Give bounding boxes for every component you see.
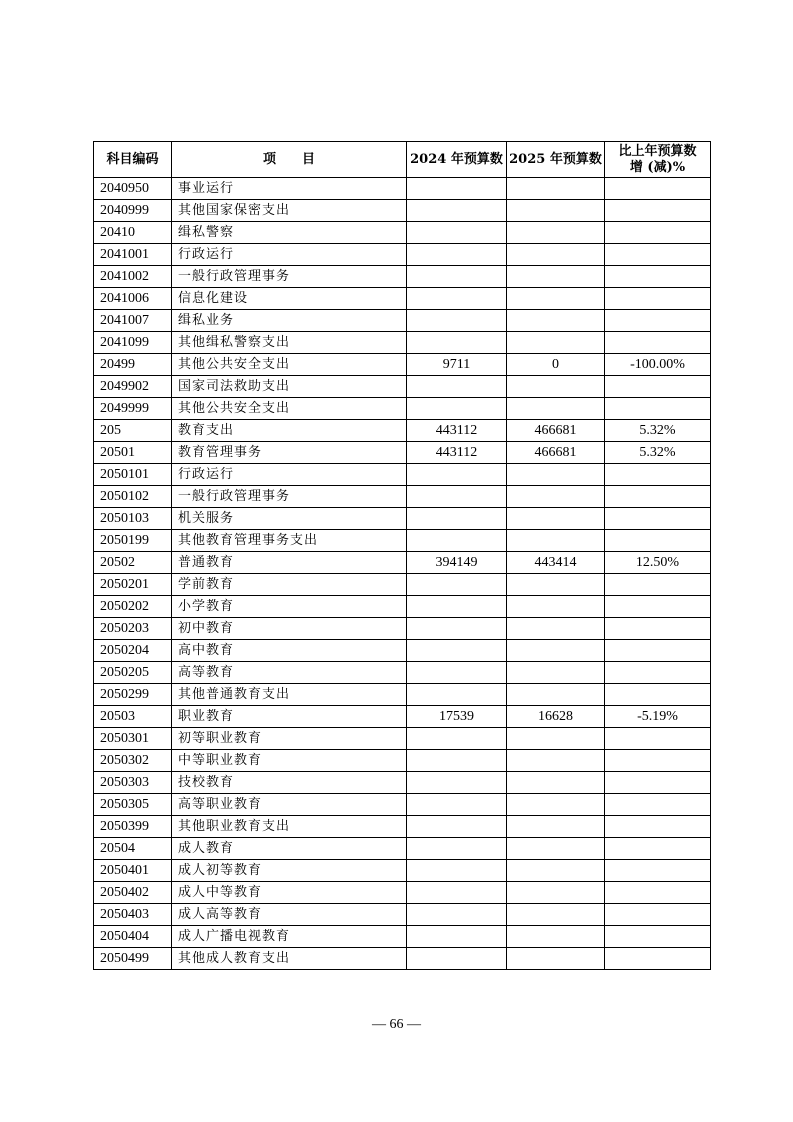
cell-budget-2025 xyxy=(507,574,605,596)
table-row xyxy=(94,288,711,310)
cell-budget-2025 xyxy=(507,508,605,530)
table-row xyxy=(94,442,711,464)
table-row xyxy=(94,750,711,772)
cell-budget-2024 xyxy=(407,464,507,486)
table-row xyxy=(94,838,711,860)
cell-code: 2041001 xyxy=(94,244,172,266)
cell-code: 2050404 xyxy=(94,926,172,948)
cell-item-name: 其他职业教育支出 xyxy=(172,816,407,838)
cell-item-name: 初中教育 xyxy=(172,618,407,640)
cell-change xyxy=(605,464,711,486)
cell-code: 2050402 xyxy=(94,882,172,904)
cell-item-name: 缉私警察 xyxy=(172,222,407,244)
cell-item-name: 高中教育 xyxy=(172,640,407,662)
cell-change: -100.00% xyxy=(605,354,711,376)
cell-code: 2050305 xyxy=(94,794,172,816)
cell-budget-2024 xyxy=(407,508,507,530)
cell-budget-2024 xyxy=(407,310,507,332)
cell-budget-2024 xyxy=(407,904,507,926)
cell-change xyxy=(605,376,711,398)
cell-item-name: 其他普通教育支出 xyxy=(172,684,407,706)
table-row xyxy=(94,376,711,398)
cell-change xyxy=(605,200,711,222)
cell-budget-2024 xyxy=(407,574,507,596)
cell-budget-2025 xyxy=(507,816,605,838)
cell-budget-2025 xyxy=(507,948,605,970)
cell-budget-2025 xyxy=(507,398,605,420)
cell-code: 2050202 xyxy=(94,596,172,618)
cell-item-name: 事业运行 xyxy=(172,178,407,200)
cell-code: 20504 xyxy=(94,838,172,860)
cell-change xyxy=(605,684,711,706)
cell-budget-2024 xyxy=(407,244,507,266)
cell-change xyxy=(605,750,711,772)
table-row xyxy=(94,486,711,508)
table-row xyxy=(94,728,711,750)
cell-budget-2024 xyxy=(407,398,507,420)
budget-table xyxy=(93,141,711,970)
cell-change xyxy=(605,794,711,816)
table-row xyxy=(94,398,711,420)
table-row xyxy=(94,332,711,354)
page-number: — 66 — xyxy=(372,1017,421,1032)
cell-code: 2050199 xyxy=(94,530,172,552)
cell-item-name: 中等职业教育 xyxy=(172,750,407,772)
cell-budget-2025 xyxy=(507,310,605,332)
table-row xyxy=(94,794,711,816)
cell-item-name: 高等教育 xyxy=(172,662,407,684)
cell-code: 2041099 xyxy=(94,332,172,354)
cell-budget-2024 xyxy=(407,332,507,354)
cell-change xyxy=(605,596,711,618)
cell-budget-2025 xyxy=(507,596,605,618)
cell-change xyxy=(605,222,711,244)
cell-budget-2025 xyxy=(507,464,605,486)
cell-code: 2041007 xyxy=(94,310,172,332)
cell-budget-2024: 443112 xyxy=(407,420,507,442)
cell-budget-2025: 466681 xyxy=(507,442,605,464)
cell-budget-2025: 16628 xyxy=(507,706,605,728)
cell-change xyxy=(605,178,711,200)
cell-budget-2024 xyxy=(407,178,507,200)
cell-item-name: 一般行政管理事务 xyxy=(172,486,407,508)
cell-item-name: 初等职业教育 xyxy=(172,728,407,750)
cell-change: 5.32% xyxy=(605,420,711,442)
cell-budget-2024 xyxy=(407,288,507,310)
cell-code: 2050499 xyxy=(94,948,172,970)
cell-code: 2050101 xyxy=(94,464,172,486)
header-change: 比上年预算数增 (减)% xyxy=(605,142,711,178)
table-row xyxy=(94,178,711,200)
cell-change: 12.50% xyxy=(605,552,711,574)
table-row xyxy=(94,948,711,970)
cell-budget-2025 xyxy=(507,772,605,794)
cell-budget-2025 xyxy=(507,838,605,860)
table-row xyxy=(94,266,711,288)
table-row xyxy=(94,662,711,684)
cell-budget-2025 xyxy=(507,684,605,706)
cell-change xyxy=(605,640,711,662)
cell-code: 2049902 xyxy=(94,376,172,398)
table-header-row xyxy=(94,142,711,178)
cell-change xyxy=(605,486,711,508)
cell-code: 2041006 xyxy=(94,288,172,310)
cell-budget-2024 xyxy=(407,266,507,288)
cell-budget-2024 xyxy=(407,376,507,398)
cell-budget-2024 xyxy=(407,662,507,684)
cell-budget-2024 xyxy=(407,816,507,838)
cell-budget-2024: 443112 xyxy=(407,442,507,464)
cell-code: 2050204 xyxy=(94,640,172,662)
cell-item-name: 成人高等教育 xyxy=(172,904,407,926)
cell-code: 2050103 xyxy=(94,508,172,530)
cell-item-name: 教育支出 xyxy=(172,420,407,442)
table-row xyxy=(94,508,711,530)
cell-code: 2050205 xyxy=(94,662,172,684)
cell-code: 2050203 xyxy=(94,618,172,640)
cell-change xyxy=(605,882,711,904)
cell-budget-2025 xyxy=(507,904,605,926)
cell-item-name: 成人初等教育 xyxy=(172,860,407,882)
cell-change: -5.19% xyxy=(605,706,711,728)
cell-budget-2024 xyxy=(407,486,507,508)
cell-code: 2040999 xyxy=(94,200,172,222)
cell-code: 20502 xyxy=(94,552,172,574)
cell-item-name: 高等职业教育 xyxy=(172,794,407,816)
cell-change xyxy=(605,332,711,354)
header-budget-2025: 2025 年预算数 xyxy=(507,142,605,178)
cell-budget-2024 xyxy=(407,794,507,816)
table-row xyxy=(94,618,711,640)
cell-change xyxy=(605,838,711,860)
cell-item-name: 机关服务 xyxy=(172,508,407,530)
cell-item-name: 其他国家保密支出 xyxy=(172,200,407,222)
cell-budget-2025 xyxy=(507,530,605,552)
cell-code: 2040950 xyxy=(94,178,172,200)
cell-budget-2025 xyxy=(507,618,605,640)
cell-code: 2050299 xyxy=(94,684,172,706)
cell-item-name: 缉私业务 xyxy=(172,310,407,332)
table-row xyxy=(94,420,711,442)
cell-item-name: 普通教育 xyxy=(172,552,407,574)
cell-item-name: 其他缉私警察支出 xyxy=(172,332,407,354)
cell-budget-2025 xyxy=(507,794,605,816)
cell-budget-2024 xyxy=(407,772,507,794)
cell-budget-2025: 466681 xyxy=(507,420,605,442)
cell-budget-2025 xyxy=(507,728,605,750)
cell-item-name: 一般行政管理事务 xyxy=(172,266,407,288)
cell-change xyxy=(605,574,711,596)
cell-budget-2025 xyxy=(507,178,605,200)
table-row xyxy=(94,772,711,794)
cell-change xyxy=(605,860,711,882)
cell-budget-2024 xyxy=(407,684,507,706)
cell-budget-2024 xyxy=(407,926,507,948)
cell-budget-2025 xyxy=(507,926,605,948)
cell-budget-2024 xyxy=(407,596,507,618)
cell-budget-2024 xyxy=(407,530,507,552)
cell-budget-2025 xyxy=(507,222,605,244)
table-row xyxy=(94,310,711,332)
cell-item-name: 其他公共安全支出 xyxy=(172,398,407,420)
header-budget-2024: 2024 年预算数 xyxy=(407,142,507,178)
cell-change xyxy=(605,508,711,530)
table-row xyxy=(94,882,711,904)
table-row xyxy=(94,244,711,266)
cell-budget-2025 xyxy=(507,266,605,288)
table-row xyxy=(94,596,711,618)
table-row xyxy=(94,574,711,596)
table-row xyxy=(94,464,711,486)
cell-change xyxy=(605,948,711,970)
cell-item-name: 学前教育 xyxy=(172,574,407,596)
cell-budget-2025 xyxy=(507,640,605,662)
cell-item-name: 其他成人教育支出 xyxy=(172,948,407,970)
cell-item-name: 其他公共安全支出 xyxy=(172,354,407,376)
table-row xyxy=(94,552,711,574)
cell-code: 20499 xyxy=(94,354,172,376)
cell-item-name: 教育管理事务 xyxy=(172,442,407,464)
cell-budget-2024 xyxy=(407,882,507,904)
cell-change: 5.32% xyxy=(605,442,711,464)
cell-change xyxy=(605,244,711,266)
cell-code: 2050303 xyxy=(94,772,172,794)
cell-budget-2024 xyxy=(407,640,507,662)
cell-code: 2050302 xyxy=(94,750,172,772)
cell-budget-2025 xyxy=(507,376,605,398)
table-row xyxy=(94,222,711,244)
cell-budget-2024 xyxy=(407,618,507,640)
cell-budget-2024 xyxy=(407,838,507,860)
table-row xyxy=(94,684,711,706)
cell-change xyxy=(605,816,711,838)
cell-budget-2024 xyxy=(407,948,507,970)
cell-change xyxy=(605,310,711,332)
cell-change xyxy=(605,904,711,926)
table-row xyxy=(94,706,711,728)
cell-change xyxy=(605,772,711,794)
cell-code: 205 xyxy=(94,420,172,442)
cell-code: 20501 xyxy=(94,442,172,464)
cell-code: 2041002 xyxy=(94,266,172,288)
table-row xyxy=(94,530,711,552)
cell-change xyxy=(605,288,711,310)
cell-budget-2025 xyxy=(507,860,605,882)
cell-budget-2024: 394149 xyxy=(407,552,507,574)
cell-code: 20503 xyxy=(94,706,172,728)
header-code: 科目编码 xyxy=(94,142,172,178)
cell-change xyxy=(605,728,711,750)
cell-budget-2025 xyxy=(507,750,605,772)
cell-code: 2050301 xyxy=(94,728,172,750)
cell-code: 2050102 xyxy=(94,486,172,508)
cell-code: 20410 xyxy=(94,222,172,244)
table-row xyxy=(94,816,711,838)
cell-budget-2025 xyxy=(507,662,605,684)
cell-budget-2024 xyxy=(407,222,507,244)
cell-budget-2025: 0 xyxy=(507,354,605,376)
cell-item-name: 小学教育 xyxy=(172,596,407,618)
cell-code: 2049999 xyxy=(94,398,172,420)
table-row xyxy=(94,860,711,882)
cell-code: 2050403 xyxy=(94,904,172,926)
cell-item-name: 行政运行 xyxy=(172,244,407,266)
cell-budget-2025 xyxy=(507,200,605,222)
header-item: 项 目 xyxy=(172,142,407,178)
cell-item-name: 行政运行 xyxy=(172,464,407,486)
cell-change xyxy=(605,618,711,640)
cell-item-name: 其他教育管理事务支出 xyxy=(172,530,407,552)
table-row xyxy=(94,200,711,222)
cell-budget-2025 xyxy=(507,244,605,266)
table-row xyxy=(94,904,711,926)
cell-budget-2024 xyxy=(407,200,507,222)
cell-change xyxy=(605,662,711,684)
cell-item-name: 职业教育 xyxy=(172,706,407,728)
cell-code: 2050401 xyxy=(94,860,172,882)
table-body xyxy=(94,178,711,970)
cell-budget-2025 xyxy=(507,486,605,508)
cell-budget-2025: 443414 xyxy=(507,552,605,574)
cell-change xyxy=(605,398,711,420)
cell-budget-2024: 9711 xyxy=(407,354,507,376)
cell-change xyxy=(605,926,711,948)
cell-budget-2024 xyxy=(407,860,507,882)
cell-budget-2025 xyxy=(507,332,605,354)
cell-code: 2050399 xyxy=(94,816,172,838)
cell-item-name: 成人广播电视教育 xyxy=(172,926,407,948)
cell-budget-2024 xyxy=(407,728,507,750)
cell-change xyxy=(605,530,711,552)
table-row xyxy=(94,640,711,662)
cell-budget-2025 xyxy=(507,288,605,310)
cell-budget-2024: 17539 xyxy=(407,706,507,728)
cell-item-name: 成人中等教育 xyxy=(172,882,407,904)
cell-item-name: 信息化建设 xyxy=(172,288,407,310)
cell-item-name: 技校教育 xyxy=(172,772,407,794)
cell-code: 2050201 xyxy=(94,574,172,596)
cell-item-name: 成人教育 xyxy=(172,838,407,860)
cell-item-name: 国家司法救助支出 xyxy=(172,376,407,398)
cell-change xyxy=(605,266,711,288)
cell-budget-2025 xyxy=(507,882,605,904)
table-row xyxy=(94,354,711,376)
table-row xyxy=(94,926,711,948)
cell-budget-2024 xyxy=(407,750,507,772)
